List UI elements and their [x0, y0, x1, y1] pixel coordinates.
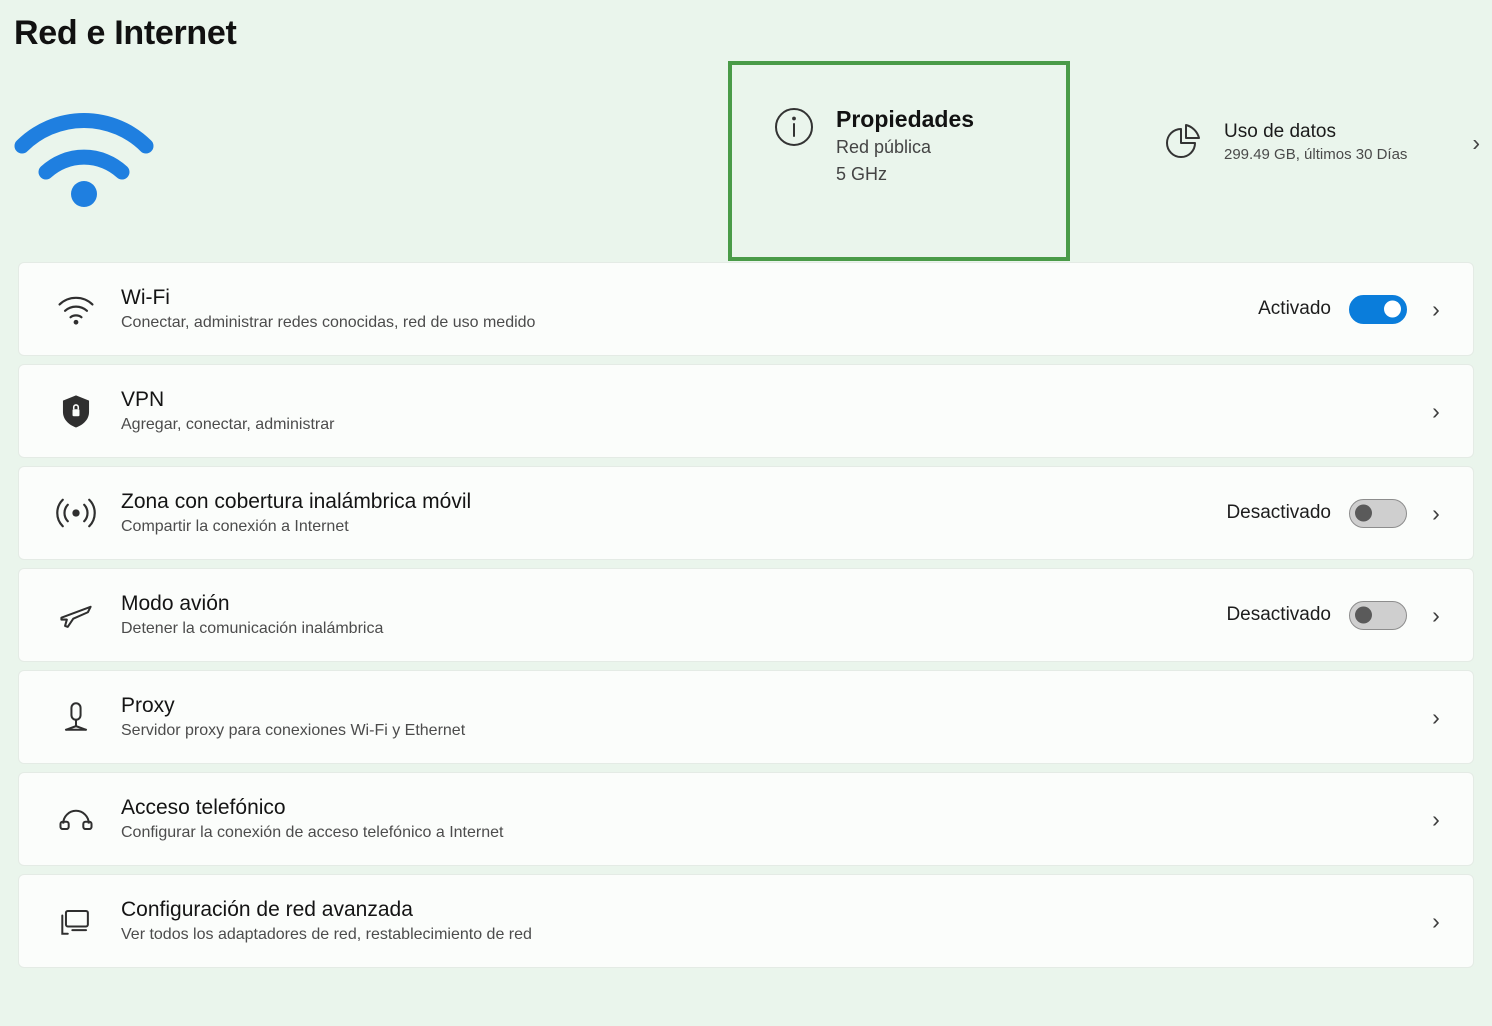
- row-controls: [1226, 601, 1447, 630]
- wifi-toggle[interactable]: [1349, 295, 1407, 324]
- data-usage-detail: 299.49 GB, últimos 30 Días: [1224, 145, 1408, 163]
- settings-row-advanced-network[interactable]: [18, 874, 1474, 968]
- properties-card-texts: [836, 105, 974, 188]
- proxy-server-icon: [53, 694, 99, 740]
- chevron-right-icon[interactable]: ›: [1432, 499, 1440, 526]
- settings-row-wifi[interactable]: [18, 262, 1474, 356]
- network-status-area: [0, 78, 1492, 258]
- airplane-mode-toggle[interactable]: [1349, 601, 1407, 630]
- settings-row-proxy[interactable]: [18, 670, 1474, 764]
- row-subtitle: Servidor proxy para conexiones Wi-Fi y Ethernet: [121, 722, 466, 739]
- settings-row-texts: [121, 388, 1425, 434]
- row-subtitle: Ver todos los adaptadores de red, restablecimiento de red: [121, 926, 532, 943]
- chevron-right-icon[interactable]: ›: [1472, 129, 1480, 156]
- chevron-right-icon[interactable]: ›: [1432, 601, 1440, 628]
- row-subtitle: Agregar, conectar, administrar: [121, 416, 335, 433]
- properties-card[interactable]: [728, 61, 1070, 261]
- airplane-icon: [53, 592, 99, 638]
- info-circle-icon: [772, 105, 816, 149]
- settings-row-mobile-hotspot[interactable]: [18, 466, 1474, 560]
- hotspot-icon: [53, 490, 99, 536]
- data-usage-card[interactable]: [1160, 120, 1490, 166]
- settings-row-texts: [121, 796, 1425, 842]
- row-subtitle: Conectar, administrar redes conocidas, red de uso medido: [121, 314, 536, 331]
- row-title: Acceso telefónico: [121, 796, 286, 819]
- settings-row-airplane-mode[interactable]: [18, 568, 1474, 662]
- settings-row-texts: [121, 694, 1425, 740]
- phone-handset-icon: [53, 796, 99, 842]
- settings-row-texts: [121, 490, 1226, 536]
- chevron-right-icon[interactable]: ›: [1432, 703, 1440, 730]
- toggle-knob: [1355, 607, 1372, 624]
- monitor-network-icon: [53, 898, 99, 944]
- settings-row-texts: [121, 286, 1258, 332]
- row-title: Zona con cobertura inalámbrica móvil: [121, 490, 472, 513]
- properties-band: 5 GHz: [836, 163, 888, 184]
- chevron-right-icon[interactable]: ›: [1432, 805, 1440, 832]
- page-title: Red e Internet: [14, 14, 237, 52]
- row-title: Modo avión: [121, 592, 230, 615]
- row-title: VPN: [121, 388, 165, 411]
- row-controls: [1258, 295, 1447, 324]
- settings-row-texts: [121, 592, 1226, 638]
- wifi-icon: [53, 286, 99, 332]
- properties-network-type: Red pública: [836, 136, 932, 157]
- chevron-right-icon[interactable]: ›: [1432, 907, 1440, 934]
- row-title: Wi-Fi: [121, 286, 170, 309]
- chevron-right-icon[interactable]: ›: [1432, 295, 1440, 322]
- toggle-label: Desactivado: [1226, 502, 1331, 523]
- row-controls: [1425, 398, 1447, 425]
- toggle-knob: [1355, 505, 1372, 522]
- data-usage-title: Uso de datos: [1224, 121, 1336, 142]
- chevron-right-icon[interactable]: ›: [1432, 397, 1440, 424]
- toggle-knob: [1384, 301, 1401, 318]
- wifi-signal-icon: [14, 100, 154, 210]
- row-controls: [1425, 806, 1447, 833]
- settings-row-vpn[interactable]: [18, 364, 1474, 458]
- row-title: Proxy: [121, 694, 175, 717]
- settings-list: [18, 262, 1474, 976]
- shield-icon: [53, 388, 99, 434]
- data-usage-texts: [1224, 120, 1407, 166]
- row-subtitle: Detener la comunicación inalámbrica: [121, 620, 384, 637]
- row-controls: [1226, 499, 1447, 528]
- properties-title: Propiedades: [836, 106, 975, 132]
- row-subtitle: Compartir la conexión a Internet: [121, 518, 349, 535]
- pie-chart-icon: [1160, 120, 1204, 164]
- row-title: Configuración de red avanzada: [121, 898, 413, 921]
- toggle-label: Activado: [1258, 298, 1331, 319]
- hotspot-toggle[interactable]: [1349, 499, 1407, 528]
- row-subtitle: Configurar la conexión de acceso telefónico a Internet: [121, 824, 504, 841]
- settings-row-dial-up[interactable]: [18, 772, 1474, 866]
- row-controls: [1425, 704, 1447, 731]
- row-controls: [1425, 908, 1447, 935]
- settings-row-texts: [121, 898, 1425, 944]
- toggle-label: Desactivado: [1226, 604, 1331, 625]
